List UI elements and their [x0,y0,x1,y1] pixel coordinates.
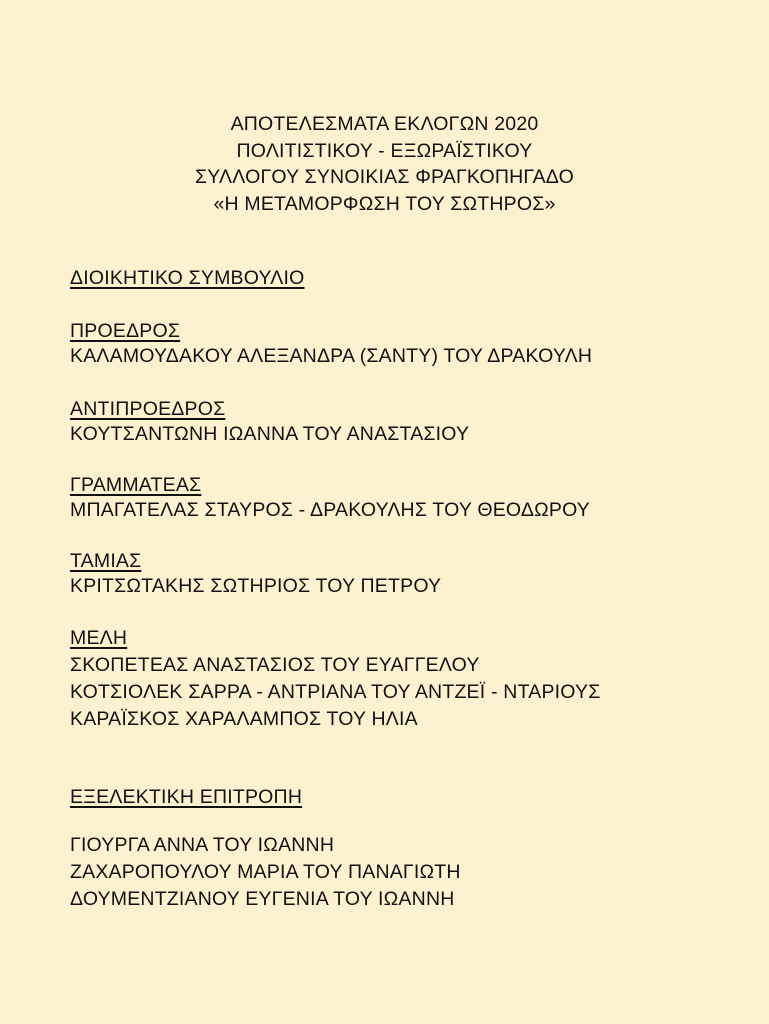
audit-member: ΓΙΟΥΡΓΑ ΑΝΝΑ ΤΟΥ ΙΩΑΝΝΗ [70,834,335,856]
audit-section-title: ΕΞΕΛΕΚΤΙΚΗ ΕΠΙΤΡΟΠΗ [70,786,303,808]
secretary-name: ΜΠΑΓΑΤΕΛΑΣ ΣΤΑΥΡΟΣ - ΔΡΑΚΟΥΛΗΣ ΤΟΥ ΘΕΟΔΩΡΟΥ [70,499,591,521]
document-header [0,111,769,217]
header-title: ΑΠΟΤΕΛΕΣΜΑΤΑ ΕΚΛΟΓΩΝ 2020 [230,113,539,135]
header-line-2: ΠΟΛΙΤΙΣΤΙΚΟΥ - ΕΞΩΡΑΪΣΤΙΚΟΥ [236,139,533,162]
audit-member: ΖΑΧΑΡΟΠΟΥΛΟΥ ΜΑΡΙΑ ΤΟΥ ΠΑΝΑΓΙΩΤΗ [70,861,461,883]
members-label: ΜΕΛΗ [70,627,128,649]
treasurer-name: ΚΡΙΤΣΩΤΑΚΗΣ ΣΩΤΗΡΙΟΣ ΤΟΥ ΠΕΤΡΟΥ [70,575,442,597]
treasurer-label: ΤΑΜΙΑΣ [70,550,142,572]
board-member: ΣΚΟΠΕΤΕΑΣ ΑΝΑΣΤΑΣΙΟΣ ΤΟΥ ΕΥΑΓΓΕΛΟΥ [70,654,480,676]
secretary-label: ΓΡΑΜΜΑΤΕΑΣ [70,474,202,496]
president-name: ΚΑΛΑΜΟΥΔΑΚΟΥ ΑΛΕΞΑΝΔΡΑ (ΣΑΝΤΥ) ΤΟΥ ΔΡΑΚΟΥΛΗ [70,345,593,367]
audit-member: ΔΟΥΜΕΝΤΖΙΑΝΟΥ ΕΥΓΕΝΙΑ ΤΟΥ ΙΩΑΝΝΗ [70,888,455,910]
board-member: ΚΑΡΑΪΣΚΟΣ ΧΑΡΑΛΑΜΠΟΣ ΤΟΥ ΗΛΙΑ [70,708,418,730]
vice-president-name: ΚΟΥΤΣΑΝΤΩΝΗ ΙΩΑΝΝΑ ΤΟΥ ΑΝΑΣΤΑΣΙΟΥ [70,423,470,445]
board-section-title: ΔΙΟΙΚΗΤΙΚΟ ΣΥΜΒΟΥΛΙΟ [70,267,305,289]
header-line-4: «Η ΜΕΤΑΜΟΡΦΩΣΗ ΤΟΥ ΣΩΤΗΡΟΣ» [213,192,556,215]
board-member: ΚΟΤΣΙΟΛΕΚ ΣΑΡΡΑ - ΑΝΤΡΙΑΝΑ ΤΟΥ ΑΝΤΖΕΪ - ΝΤΑΡΙΟΥΣ [70,681,601,703]
president-label: ΠΡΟΕΔΡΟΣ [70,320,181,342]
vice-president-label: ΑΝΤΙΠΡΟΕΔΡΟΣ [70,398,226,420]
header-line-3: ΣΥΛΛΟΓΟΥ ΣΥΝΟΙΚΙΑΣ ΦΡΑΓΚΟΠΗΓΑΔΟ [195,166,574,188]
